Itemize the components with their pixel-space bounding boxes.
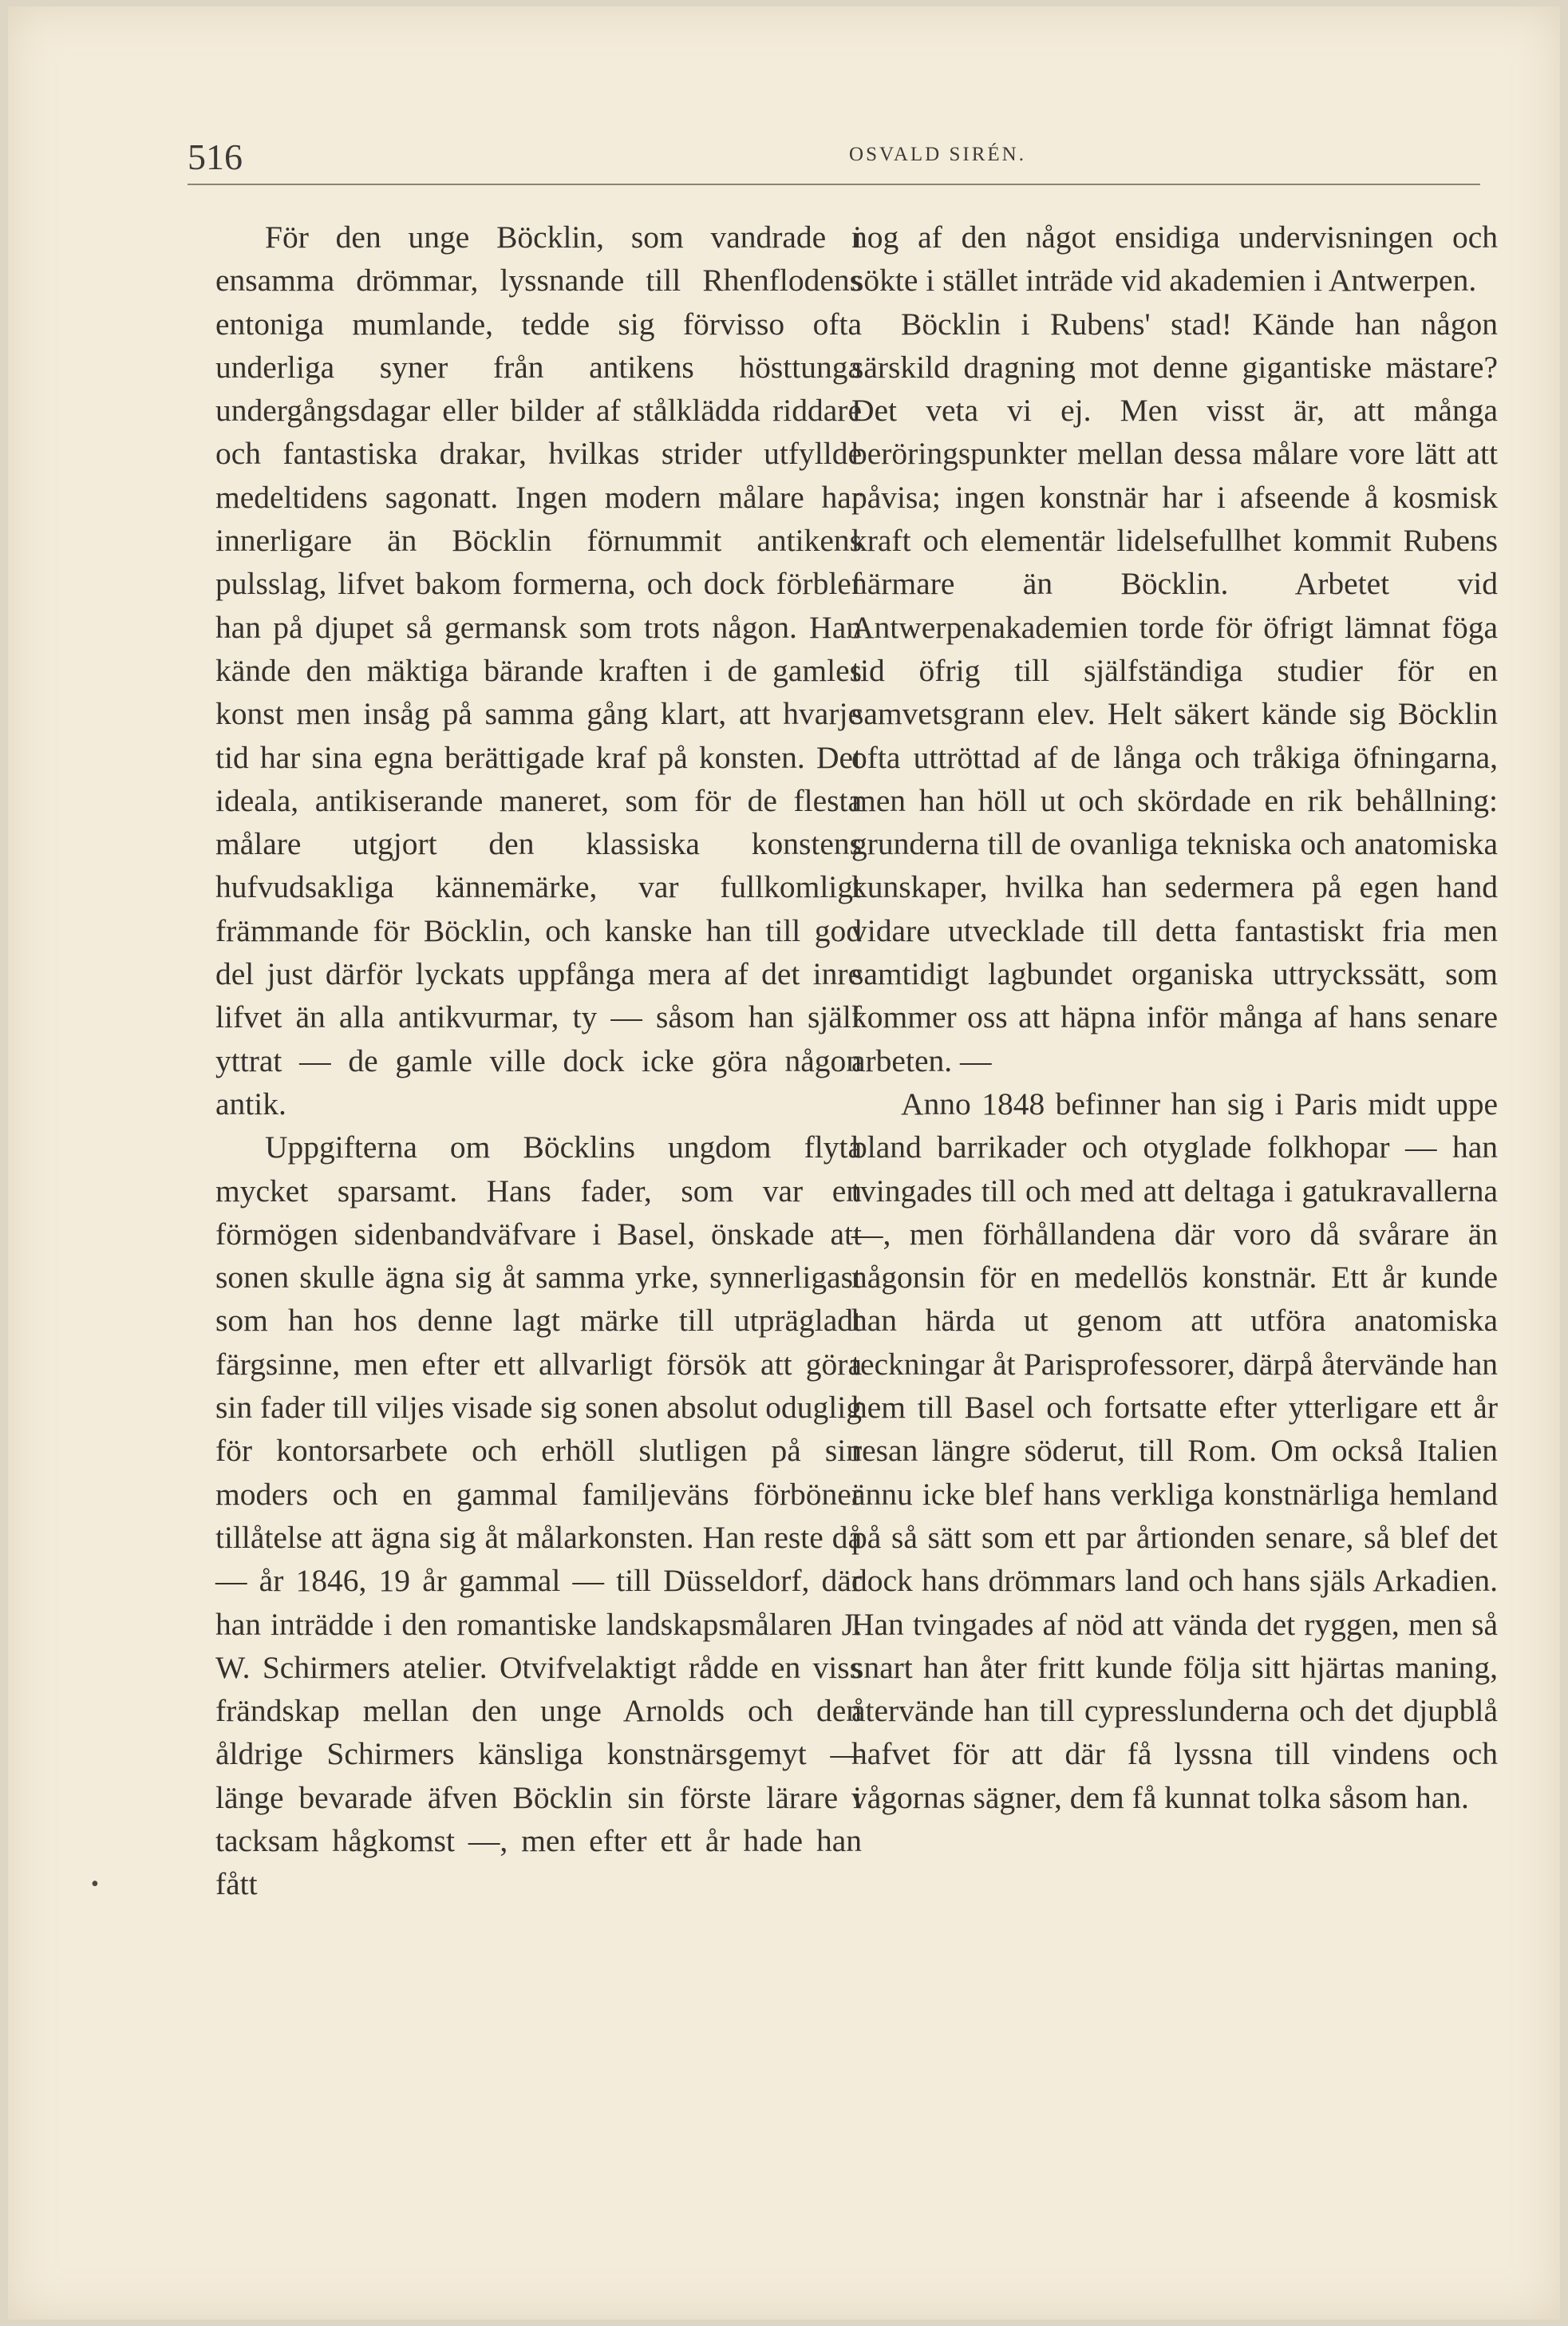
page-header [188,126,1480,185]
text-column-right [851,216,1498,1819]
paragraph: Böcklin i Rubens' stad! Kände han någon särskild dragning mot denne gigantiske mästare? Det veta vi ej. Men visst är, att många beröringspunkter mellan dessa målare vore lätt att påvisa; ingen konstnär har i afseende å kosmisk kraft och elementär lidelsefullhet kommit Rubens närmare än Böcklin. Arbetet vid Antwerpenakademien torde för öfrigt lämnat föga tid öfrig till själfständiga studier för en samvetsgrann elev. Helt säkert kände sig Böcklin ofta uttröttad af de långa och tråkiga öfningarna, men han höll ut och skördade en rik behållning: grunderna till de ovanliga tekniska och anatomiska kunskaper, hvilka han sedermera på egen hand vidare utvecklade till detta fantastiskt fria men samtidigt lagbundet organiska uttryckssätt, som kommer oss att häpna inför många af hans senare arbeten. — [851,306,1498,1078]
running-head: OSVALD SIRÉN. [849,144,1026,165]
page-number: 516 [188,136,243,177]
margin-mark-icon: • [91,1872,99,1897]
paragraph: Anno 1848 befinner han sig i Paris midt uppe bland barrikader och otyglade folkhopar — han tvingades till och med att deltaga i gatukravallerna —, men förhållandena där voro då svårare än någonsin för en medellös konstnär. Ett år kunde han härda ut genom att utföra anatomiska teckningar åt Parisprofessorer, därpå återvände han hem till Basel och fortsatte efter ytterligare ett år resan längre söderut, till Rom. Om också Italien ännu icke blef hans verkliga konstnärliga hemland på så sätt som ett par årtionden senare, så blef det dock hans drömmars land och hans själs Arkadien. Han tvingades af nöd att vända det ryggen, men så snart han åter fritt kunde följa sitt hjärtas maning, återvände han till cypresslunderna och det djupblå hafvet för att där få lyssna till vindens och vågornas sägner, dem få kunnat tolka såsom han. [851,1086,1498,1815]
book-page [8,6,1560,2320]
paragraph-continued: nog af den något ensidiga undervisningen och sökte i stället inträde vid akademien i Antwerpen. [851,220,1498,299]
text-column-left [215,216,862,1906]
paragraph: För den unge Böcklin, som vandrade i ensamma drömmar, lyssnande till Rhenflodens entoniga mumlande, tedde sig förvisso ofta underliga syner från antikens hösttunga undergångsdagar eller bilder af stålklädda riddare och fantastiska drakar, hvilkas strider utfyllde medeltidens sagonatt. Ingen modern målare har innerligare än Böcklin förnummit antikens pulsslag, lifvet bakom formerna, och dock förblef han på djupet så germansk som trots någon. Han kände den mäktiga bärande kraften i de gamles konst men insåg på samma gång klart, att hvarje tid har sina egna berättigade kraf på konsten. Det ideala, antikiserande maneret, som för de flesta målare utgjort den klassiska konstens hufvudsakliga kännemärke, var fullkomligt främmande för Böcklin, och kanske han till god del just därför lyckats uppfånga mera af det inre lifvet än alla antikvurmar, ty — såsom han själf yttrat — de gamle ville dock icke göra någon antik. [215,220,862,1121]
paragraph: Uppgifterna om Böcklins ungdom flyta mycket sparsamt. Hans fader, som var en förmögen sidenbandväfvare i Basel, önskade att sonen skulle ägna sig åt samma yrke, synnerligast som han hos denne lagt märke till utprägladt färgsinne, men efter ett allvarligt försök att göra sin fader till viljes visade sig sonen absolut oduglig för kontorsarbete och erhöll slutligen på sin moders och en gammal familjeväns förböner tillåtelse att ägna sig åt målarkonsten. Han reste då — år 1846, 19 år gammal — till Düsseldorf, där han inträdde i den romantiske landskapsmålaren J. W. Schirmers atelier. Otvifvelaktigt rådde en viss frändskap mellan den unge Arnolds och den åldrige Schirmers känsliga konstnärsgemyt — länge bevarade äfven Böcklin sin förste lärare i tacksam hågkomst —, men efter ett år hade han fått [215,1129,862,1902]
